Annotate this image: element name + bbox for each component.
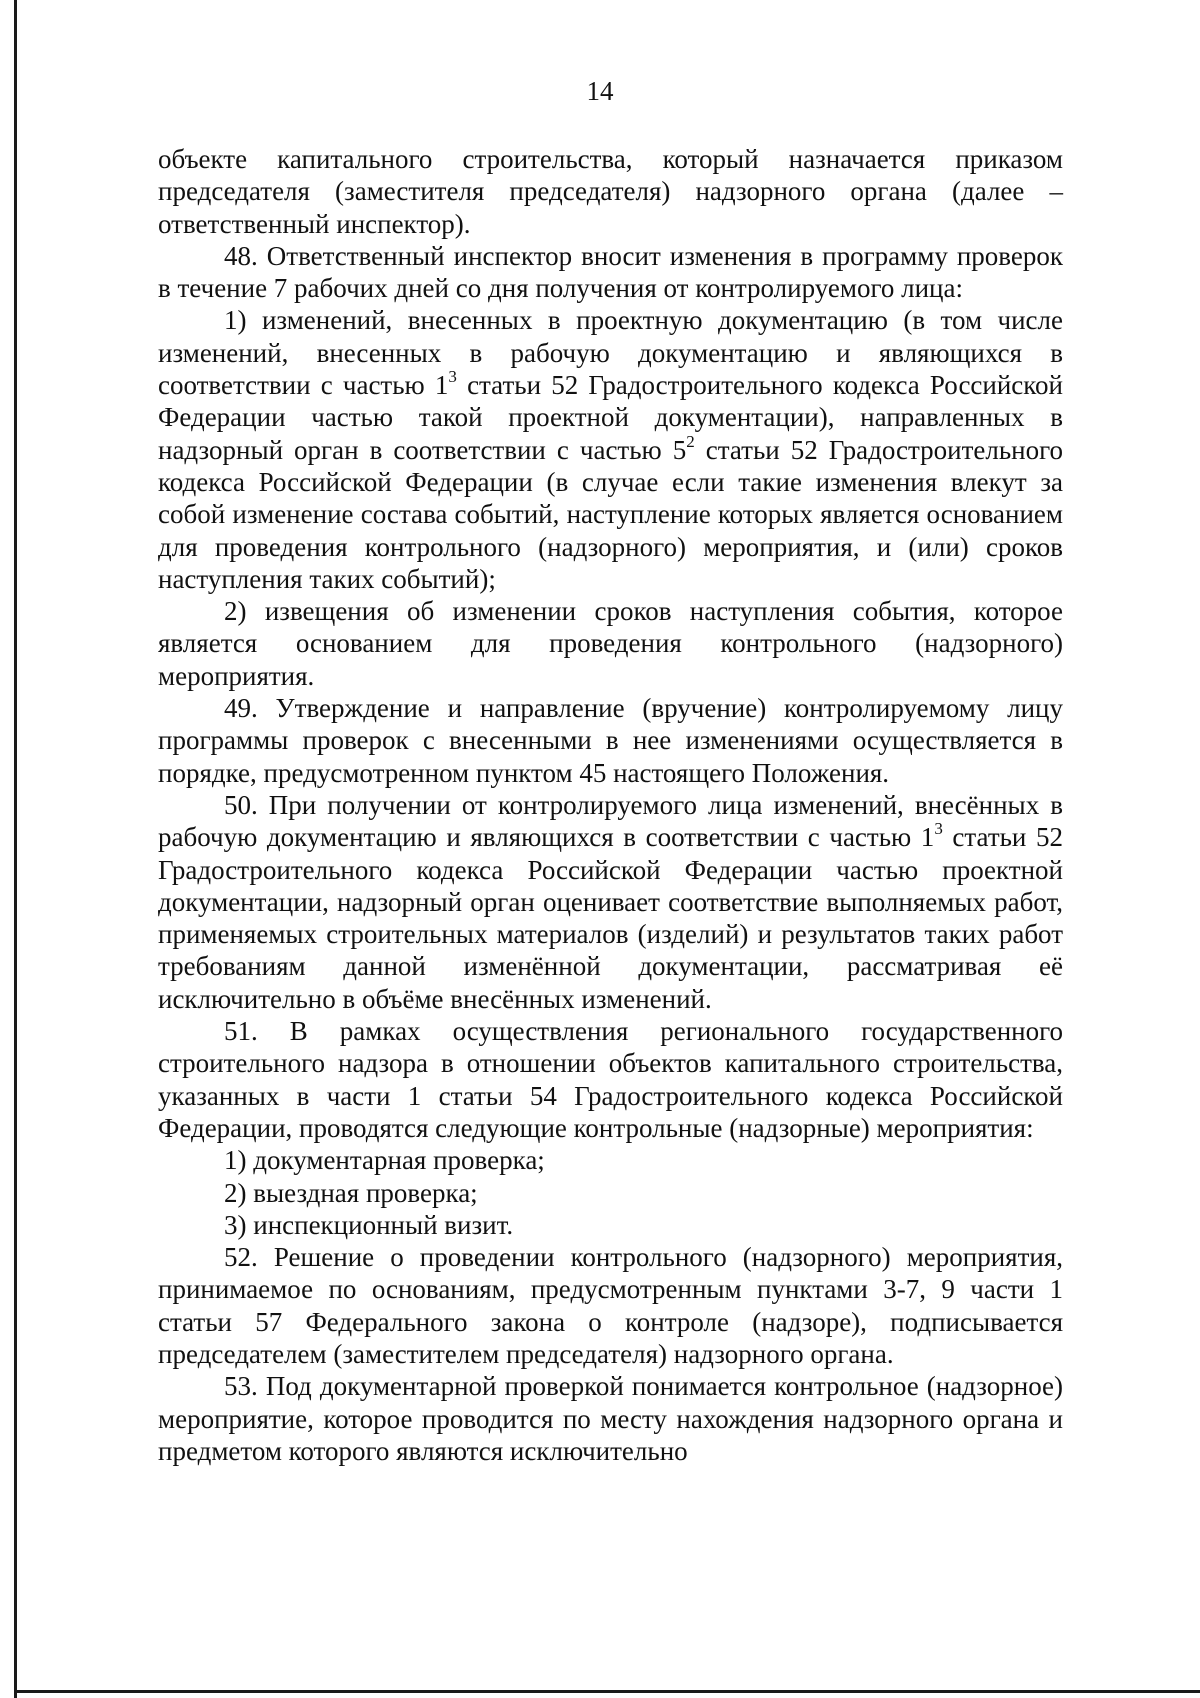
document-body <box>158 143 1063 1467</box>
superscript-1: 3 <box>448 367 457 387</box>
paragraph-51-item-3: 3) инспекционный визит. <box>224 1209 514 1240</box>
paragraph-51-item-2: 2) выездная проверка; <box>224 1177 478 1208</box>
superscript-2: 2 <box>686 431 695 451</box>
paragraph-48: 48. Ответственный инспектор вносит изменения в программу проверок в течение 7 рабочих дней со дня получения от контролируемого лица: <box>158 240 1063 304</box>
paragraph-48-item-1 <box>158 304 1063 595</box>
paragraph-48-item-1-text-c: статьи 52 Градостроительного кодекса Российской Федерации (в случае если такие изменения влекут за собой изменение состава событий, наступление которых является основанием для проведения контрольного (надзорного) мероприятия, и (или) сроков наступления таких событий); <box>158 434 1064 594</box>
page-number: 14 <box>586 76 614 106</box>
paragraph-52: 52. Решение о проведении контрольного (надзорного) мероприятия, принимаемое по основаниям, предусмотренным пунктами 3-7, 9 части 1 статьи 57 Федерального закона о контроле (надзоре), подписывается председателем (заместителем председателя) надзорного органа. <box>158 1242 1063 1369</box>
paragraph-50-text-b: статьи 52 Градостроительного кодекса Российской Федерации частью проектной документации, надзорный орган оценивает соответствие выполняемых работ, применяемых строительных материалов (изделий) и результатов таких работ требованиям данной изменённой документации, рассматривая её исключительно в объёме внесённых изменений. <box>158 822 1063 1014</box>
paragraph-50-text-a: 50. При получении от контролируемого лица изменений, внесённых в рабочую документацию и являющихся в соответствии с частью 1 <box>158 789 1063 853</box>
paragraph-51: 51. В рамках осуществления регионального государственного строительного надзора в отношении объектов капитального строительства, указанных в части 1 статьи 54 Градостроительного кодекса Российской Федерации, проводятся следующие контрольные (надзорные) мероприятия: <box>158 1016 1063 1143</box>
paragraph-49: 49. Утверждение и направление (вручение) контролируемому лицу программы проверок с внесенными в нее изменениями осуществляется в порядке, предусмотренном пунктом 45 настоящего Положения. <box>158 693 1063 788</box>
scan-border-left <box>14 0 17 1698</box>
paragraph-51-item-1: 1) документарная проверка; <box>224 1145 545 1176</box>
paragraph-50 <box>158 789 1063 1015</box>
paragraph-continuation: объекте капитального строительства, который назначается приказом председателя (заместителя председателя) надзорного органа (далее – ответственный инспектор). <box>158 144 1063 239</box>
superscript-3: 3 <box>934 819 943 839</box>
paragraph-48-item-2: 2) извещения об изменении сроков наступления события, которое является основанием для проведения контрольного (надзорного) мероприятия. <box>158 596 1063 691</box>
paragraph-48-item-1-text-b: статьи 52 Градостроительного кодекса Российской Федерации частью такой проектной документации), направленных в надзорный орган в соответствии с частью 5 <box>158 370 1063 465</box>
paragraph-53: 53. Под документарной проверкой понимается контрольное (надзорное) мероприятие, которое проводится по месту нахождения надзорного органа и предметом которого являются исключительно <box>158 1371 1063 1466</box>
scan-border-bottom <box>14 1690 1200 1693</box>
paragraph-48-item-1-text-a: 1) изменений, внесенных в проектную документацию (в том числе изменений, внесенных в рабочую документацию и являющихся в соответствии с частью 1 <box>158 305 1063 401</box>
